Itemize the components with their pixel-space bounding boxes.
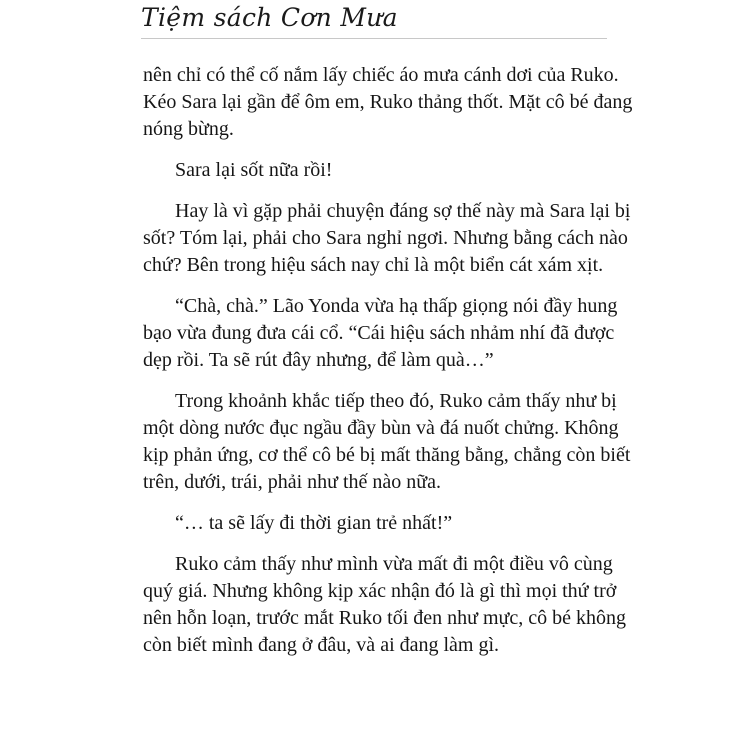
text-line: dẹp rồi. Ta sẽ rút đây nhưng, để làm quà…” <box>143 349 494 371</box>
paragraph-2 <box>143 157 613 184</box>
text-line: trên, dưới, trái, phải như thế nào nữa. <box>143 471 442 493</box>
text-line: nên hỗn loạn, trước mắt Ruko tối đen như mực, cô bé không <box>143 607 627 629</box>
paragraph-1 <box>143 62 633 143</box>
text-line: bạo vừa đung đưa cái cổ. “Cái hiệu sách nhảm nhí đã được <box>143 322 615 344</box>
text-line: “… ta sẽ lấy đi thời gian trẻ nhất!” <box>175 512 453 534</box>
header-rule <box>141 38 607 39</box>
text-line: chứ? Bên trong hiệu sách nay chỉ là một biển cát xám xịt. <box>143 254 604 276</box>
paragraph-4 <box>143 293 618 374</box>
text-line: nên chỉ có thể cố nắm lấy chiếc áo mưa cánh dơi của Ruko. <box>143 64 619 86</box>
text-line: Hay là vì gặp phải chuyện đáng sợ thế này mà Sara lại bị <box>175 200 631 222</box>
paragraph-5 <box>143 388 631 496</box>
text-line: Ruko cảm thấy như mình vừa mất đi một điều vô cùng <box>175 553 613 575</box>
text-line: “Chà, chà.” Lão Yonda vừa hạ thấp giọng nói đầy hung <box>175 295 618 317</box>
paragraph-6 <box>143 510 613 537</box>
text-line: quý giá. Nhưng không kịp xác nhận đó là gì thì mọi thứ trở <box>143 580 617 602</box>
text-line: còn biết mình đang ở đâu, và ai đang làm gì. <box>143 634 500 656</box>
text-line: một dòng nước đục ngầu đầy bùn và đá nuốt chửng. Không <box>143 417 619 439</box>
body-text <box>143 62 633 673</box>
running-title: Tiệm sách Cơn Mưa <box>141 3 398 32</box>
paragraph-3 <box>143 198 631 279</box>
text-line: Kéo Sara lại gần để ôm em, Ruko thảng thốt. Mặt cô bé đang <box>143 91 633 113</box>
text-line: Trong khoảnh khắc tiếp theo đó, Ruko cảm thấy như bị <box>175 390 617 412</box>
text-line: sốt? Tóm lại, phải cho Sara nghỉ ngơi. Nhưng bằng cách nào <box>143 227 628 249</box>
text-line: kịp phản ứng, cơ thể cô bé bị mất thăng bằng, chẳng còn biết <box>143 444 631 466</box>
paragraph-7 <box>143 551 627 659</box>
text-line: nóng bừng. <box>143 118 234 140</box>
text-line: Sara lại sốt nữa rồi! <box>175 159 333 181</box>
